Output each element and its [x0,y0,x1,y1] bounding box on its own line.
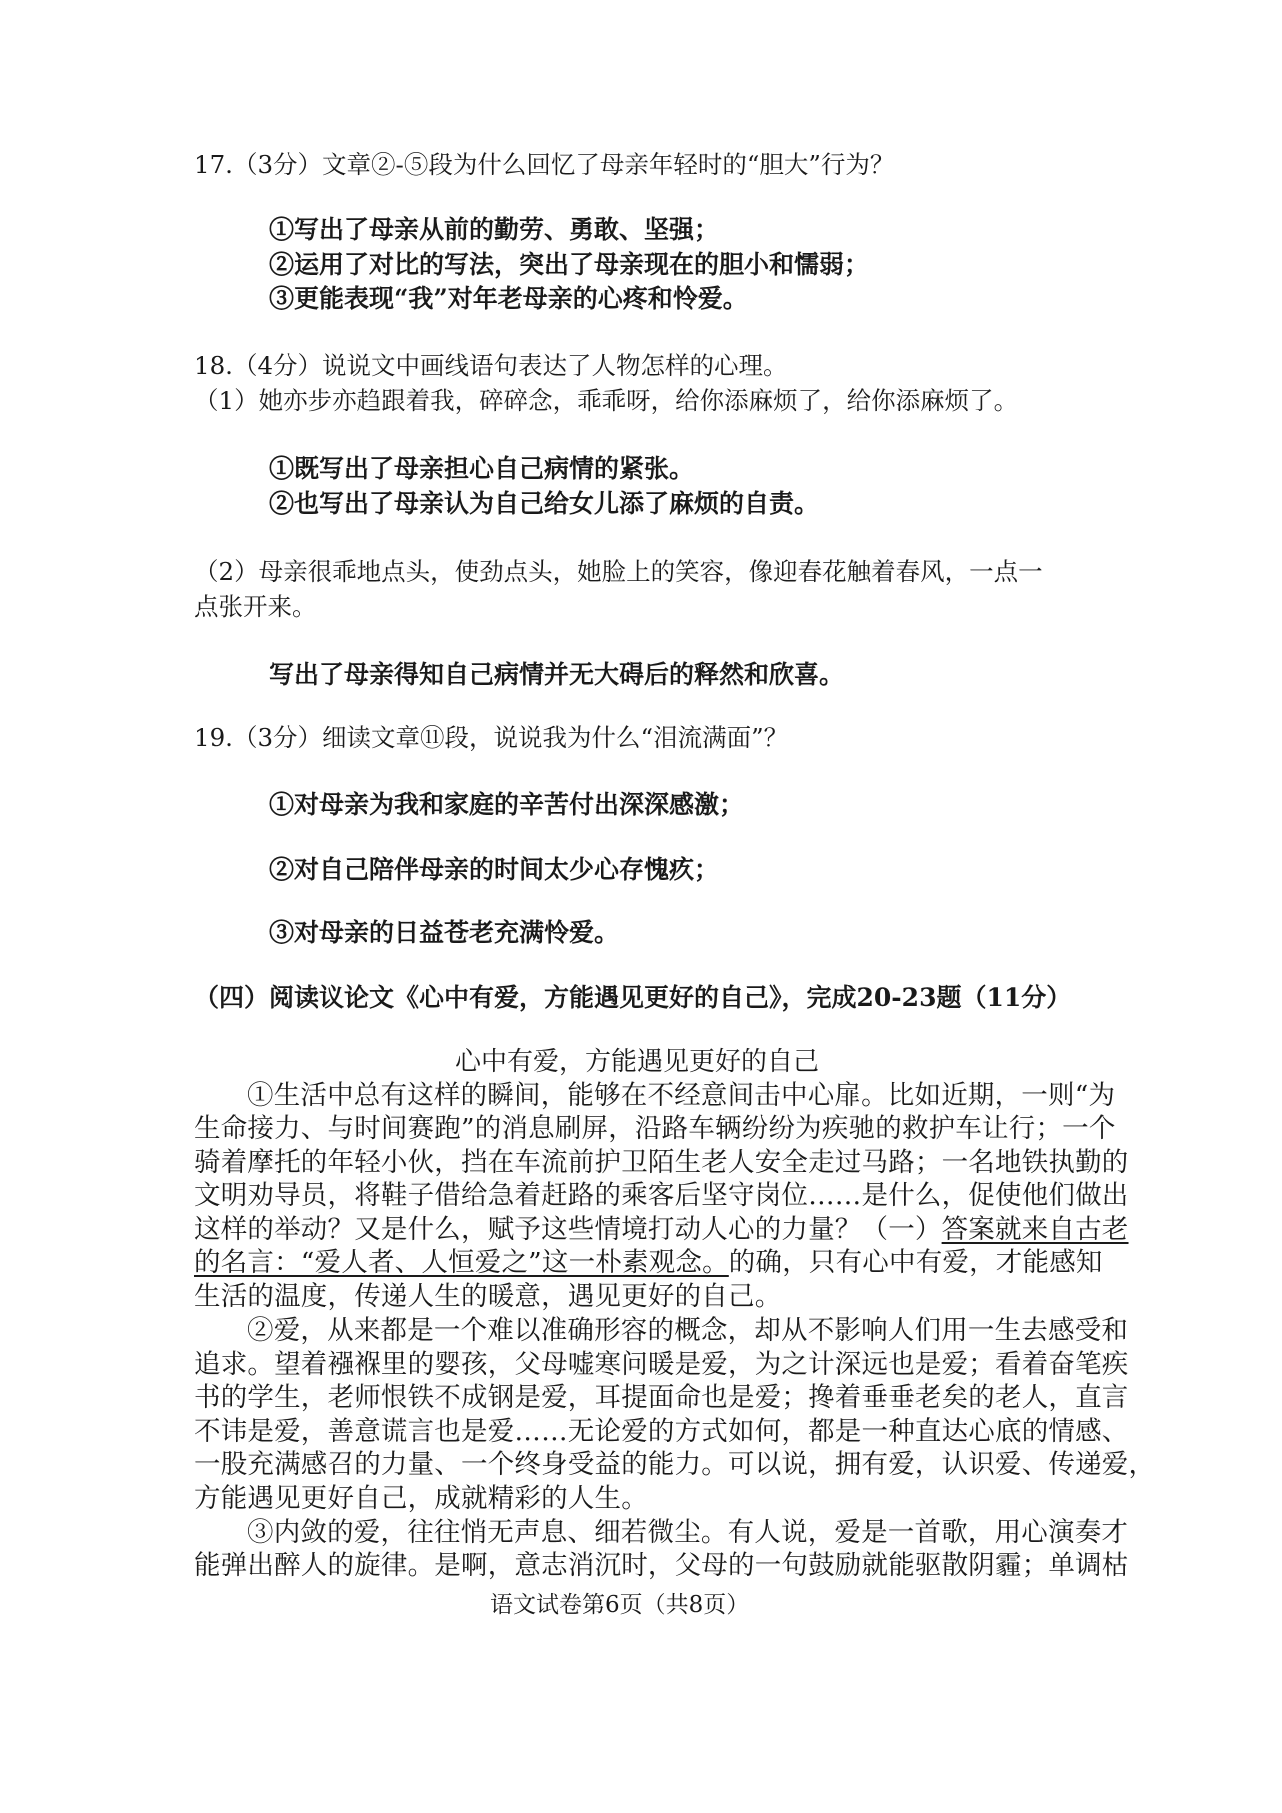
p1-line-1: ①生活中总有这样的瞬间，能够在不经意间击中心扉。比如近期，一则“为 [247,1080,1116,1111]
q18-part2-line1: （2）母亲很乖地点头，使劲点头，她脸上的笑容，像迎春花触着春风，一点一 [194,557,1043,586]
page-footer: 语文试卷第6页（共8页） [490,1592,750,1618]
section4-heading: （四）阅读议论文《心中有爱，方能遇见更好的自己》，完成20-23题（11分） [194,983,1072,1012]
underlined-sentence-start: 答案就来自古老 [941,1214,1129,1245]
article-title: 心中有爱，方能遇见更好的自己 [455,1047,820,1077]
q17-stem: 17.（3分）文章②-⑤段为什么回忆了母亲年轻时的“胆大”行为？ [194,150,895,179]
q18-part2-answer: 写出了母亲得知自己病情并无大碍后的释然和欣喜。 [269,660,845,689]
q17-answer-3: ③更能表现“我”对年老母亲的心疼和怜爱。 [269,284,748,313]
p1-line-7: 生活的温度，传递人生的暖意，遇见更好的自己。 [194,1281,782,1312]
p1-line-6-text: 的确，只有心中有爱，才能感知 [728,1247,1103,1278]
q19-answer-1: ①对母亲为我和家庭的辛苦付出深深感激； [269,790,745,819]
p2-line-1: ②爱，从来都是一个难以准确形容的概念，却从不影响人们用一生去感受和 [247,1315,1129,1346]
q19-stem: 19.（3分）细读文章⑪段，说说我为什么“泪流满面”？ [194,723,789,752]
p2-line-3: 书的学生，老师恨铁不成钢是爱，耳提面命也是爱；搀着垂垂老矣的老人，直言 [194,1382,1129,1413]
p3-line-2: 能弹出醉人的旋律。是啊，意志消沉时，父母的一句鼓励就能驱散阴霾；单调枯 [194,1550,1129,1581]
q17-answer-2: ②运用了对比的写法，突出了母亲现在的胆小和懦弱； [269,250,870,279]
p1-line-5-text: 这样的举动？又是什么，赋予这些情境打动人心的力量？（一） [194,1214,942,1245]
p3-line-1: ③内敛的爱，往往悄无声息、细若微尘。有人说，爱是一首歌，用心演奏才 [247,1517,1129,1548]
q19-answer-2: ②对自己陪伴母亲的时间太少心存愧疚； [269,855,720,884]
q18-stem: 18.（4分）说说文中画线语句表达了人物怎样的心理。 [194,351,788,380]
q18-part1-answer-2: ②也写出了母亲认为自己给女儿添了麻烦的自责。 [269,489,820,518]
q18-part1: （1）她亦步亦趋跟着我，碎碎念，乖乖呀，给你添麻烦了，给你添麻烦了。 [194,386,1019,415]
p1-line-3: 骑着摩托的年轻小伙，挡在车流前护卫陌生老人安全走过马路；一名地铁执勤的 [194,1147,1129,1178]
q19-answer-3: ③对母亲的日益苍老充满怜爱。 [269,918,620,947]
p1-line-6 [194,1248,1103,1278]
p2-line-4: 不讳是爱，善意谎言也是爱……无论爱的方式如何，都是一种直达心底的情感、 [194,1416,1129,1447]
p1-line-5 [194,1215,1129,1245]
p2-line-2: 追求。望着襁褓里的婴孩，父母嘘寒问暖是爱，为之计深远也是爱；看着奋笔疾 [194,1349,1129,1380]
p2-line-6: 方能遇见更好自己，成就精彩的人生。 [194,1483,648,1514]
p1-line-2: 生命接力、与时间赛跑”的消息刷屏，沿路车辆纷纷为疾驰的救护车让行；一个 [194,1113,1116,1144]
underlined-sentence-end: 的名言：“爱人者、人恒爱之”这一朴素观念。 [194,1247,729,1278]
p1-line-4: 文明劝导员，将鞋子借给急着赶路的乘客后坚守岗位……是什么，促使他们做出 [194,1180,1129,1211]
q18-part2-line2: 点张开来。 [194,592,317,621]
q18-part1-answer-1: ①既写出了母亲担心自己病情的紧张。 [269,454,695,483]
q17-answer-1: ①写出了母亲从前的勤劳、勇敢、坚强； [269,215,720,244]
p2-line-5: 一股充满感召的力量、一个终身受益的能力。可以说，拥有爱，认识爱、传递爱， [194,1449,1156,1480]
